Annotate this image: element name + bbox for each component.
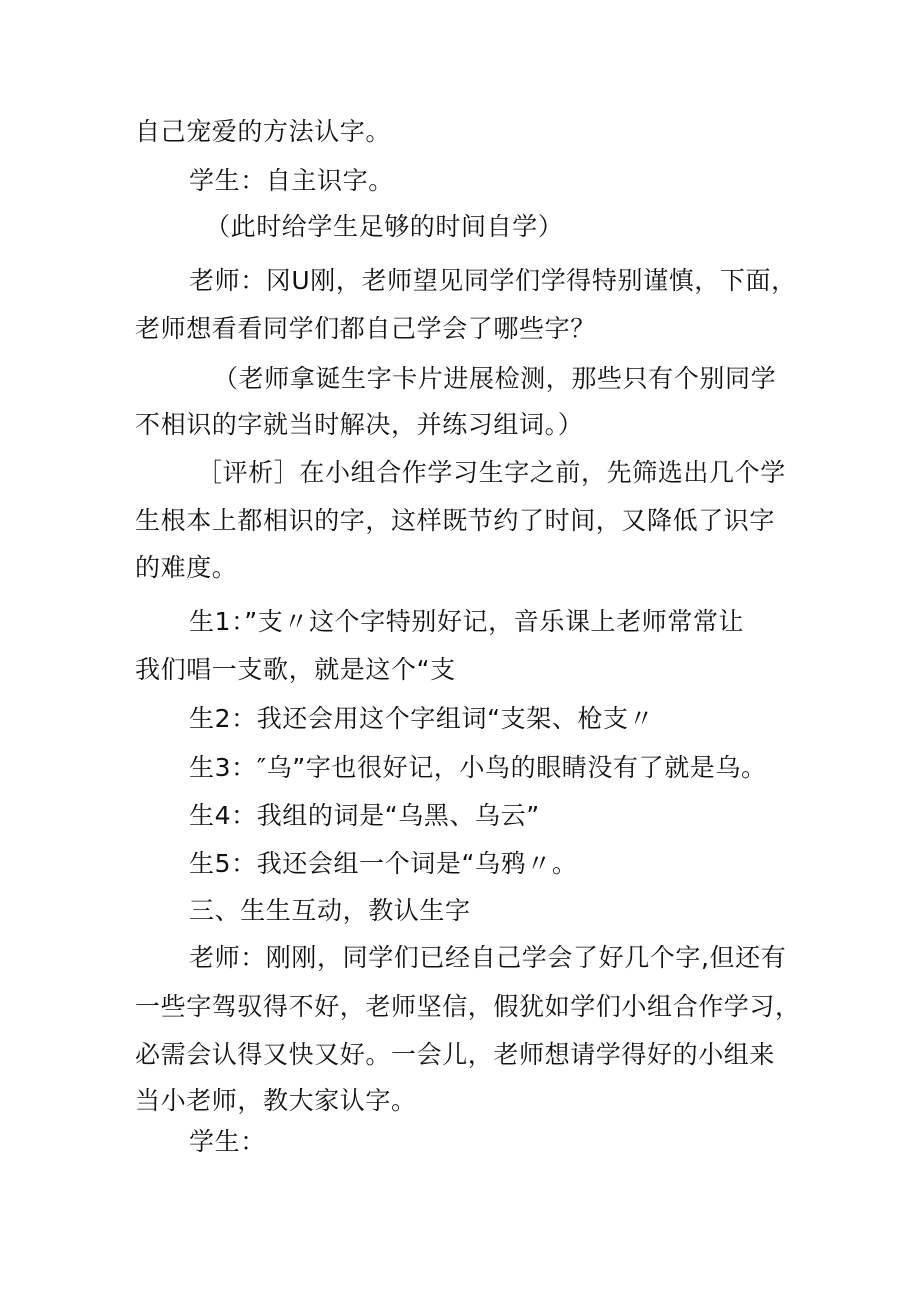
text-line: 老师：冈U刚，老师望见同学们学得特别谨慎，下面， bbox=[189, 266, 797, 295]
text-line: 老师：刚刚，同学们已经自己学会了好几个字,但还有 bbox=[189, 943, 787, 972]
text-line: 三、生生互动，教认生字 bbox=[189, 896, 471, 925]
text-line: 生2：我还会用这个字组词“支架、枪支〃 bbox=[189, 704, 655, 733]
text-line: 当小老师，教大家认字。 bbox=[135, 1086, 417, 1115]
text-line: 必需会认得又快又好。一会儿，老师想请学得好的小组来 bbox=[135, 1040, 776, 1069]
text-line: （老师拿诞生字卡片进展检测，那些只有个别同学 bbox=[213, 364, 777, 393]
text-line: 不相识的字就当时解决，并练习组词。） bbox=[135, 410, 584, 439]
text-line: 生3：″乌”字也很好记，小鸟的眼睛没有了就是乌。 bbox=[189, 753, 767, 782]
text-line: 学生：自主识字。 bbox=[189, 166, 394, 195]
text-line: 生根本上都相识的字，这样既节约了时间，又降低了识字 bbox=[135, 506, 776, 535]
text-line: 的难度。 bbox=[135, 553, 238, 582]
text-line: 生1：”支〃这个字特别好记，音乐课上老师常常让 bbox=[189, 607, 745, 636]
text-line: 学生： bbox=[189, 1127, 266, 1156]
text-line: 老师想看看同学们都自己学会了哪些字？ bbox=[135, 314, 596, 343]
text-line: 自己宠爱的方法认字。 bbox=[135, 117, 392, 146]
text-line: （此时给学生足够的时间自学） bbox=[205, 212, 564, 241]
text-line: 生4：我组的词是“乌黑、乌云” bbox=[189, 801, 540, 830]
text-line: 一些字驾驭得不好，老师坚信，假犹如学们小组合作学习， bbox=[135, 992, 801, 1021]
text-line: 我们唱一支歌，就是这个“支 bbox=[135, 655, 456, 684]
text-line: 生5：我还会组一个词是“乌鸦〃。 bbox=[189, 849, 578, 878]
text-line: ［评析］在小组合作学习生字之前，先筛选出几个学 bbox=[197, 458, 786, 487]
